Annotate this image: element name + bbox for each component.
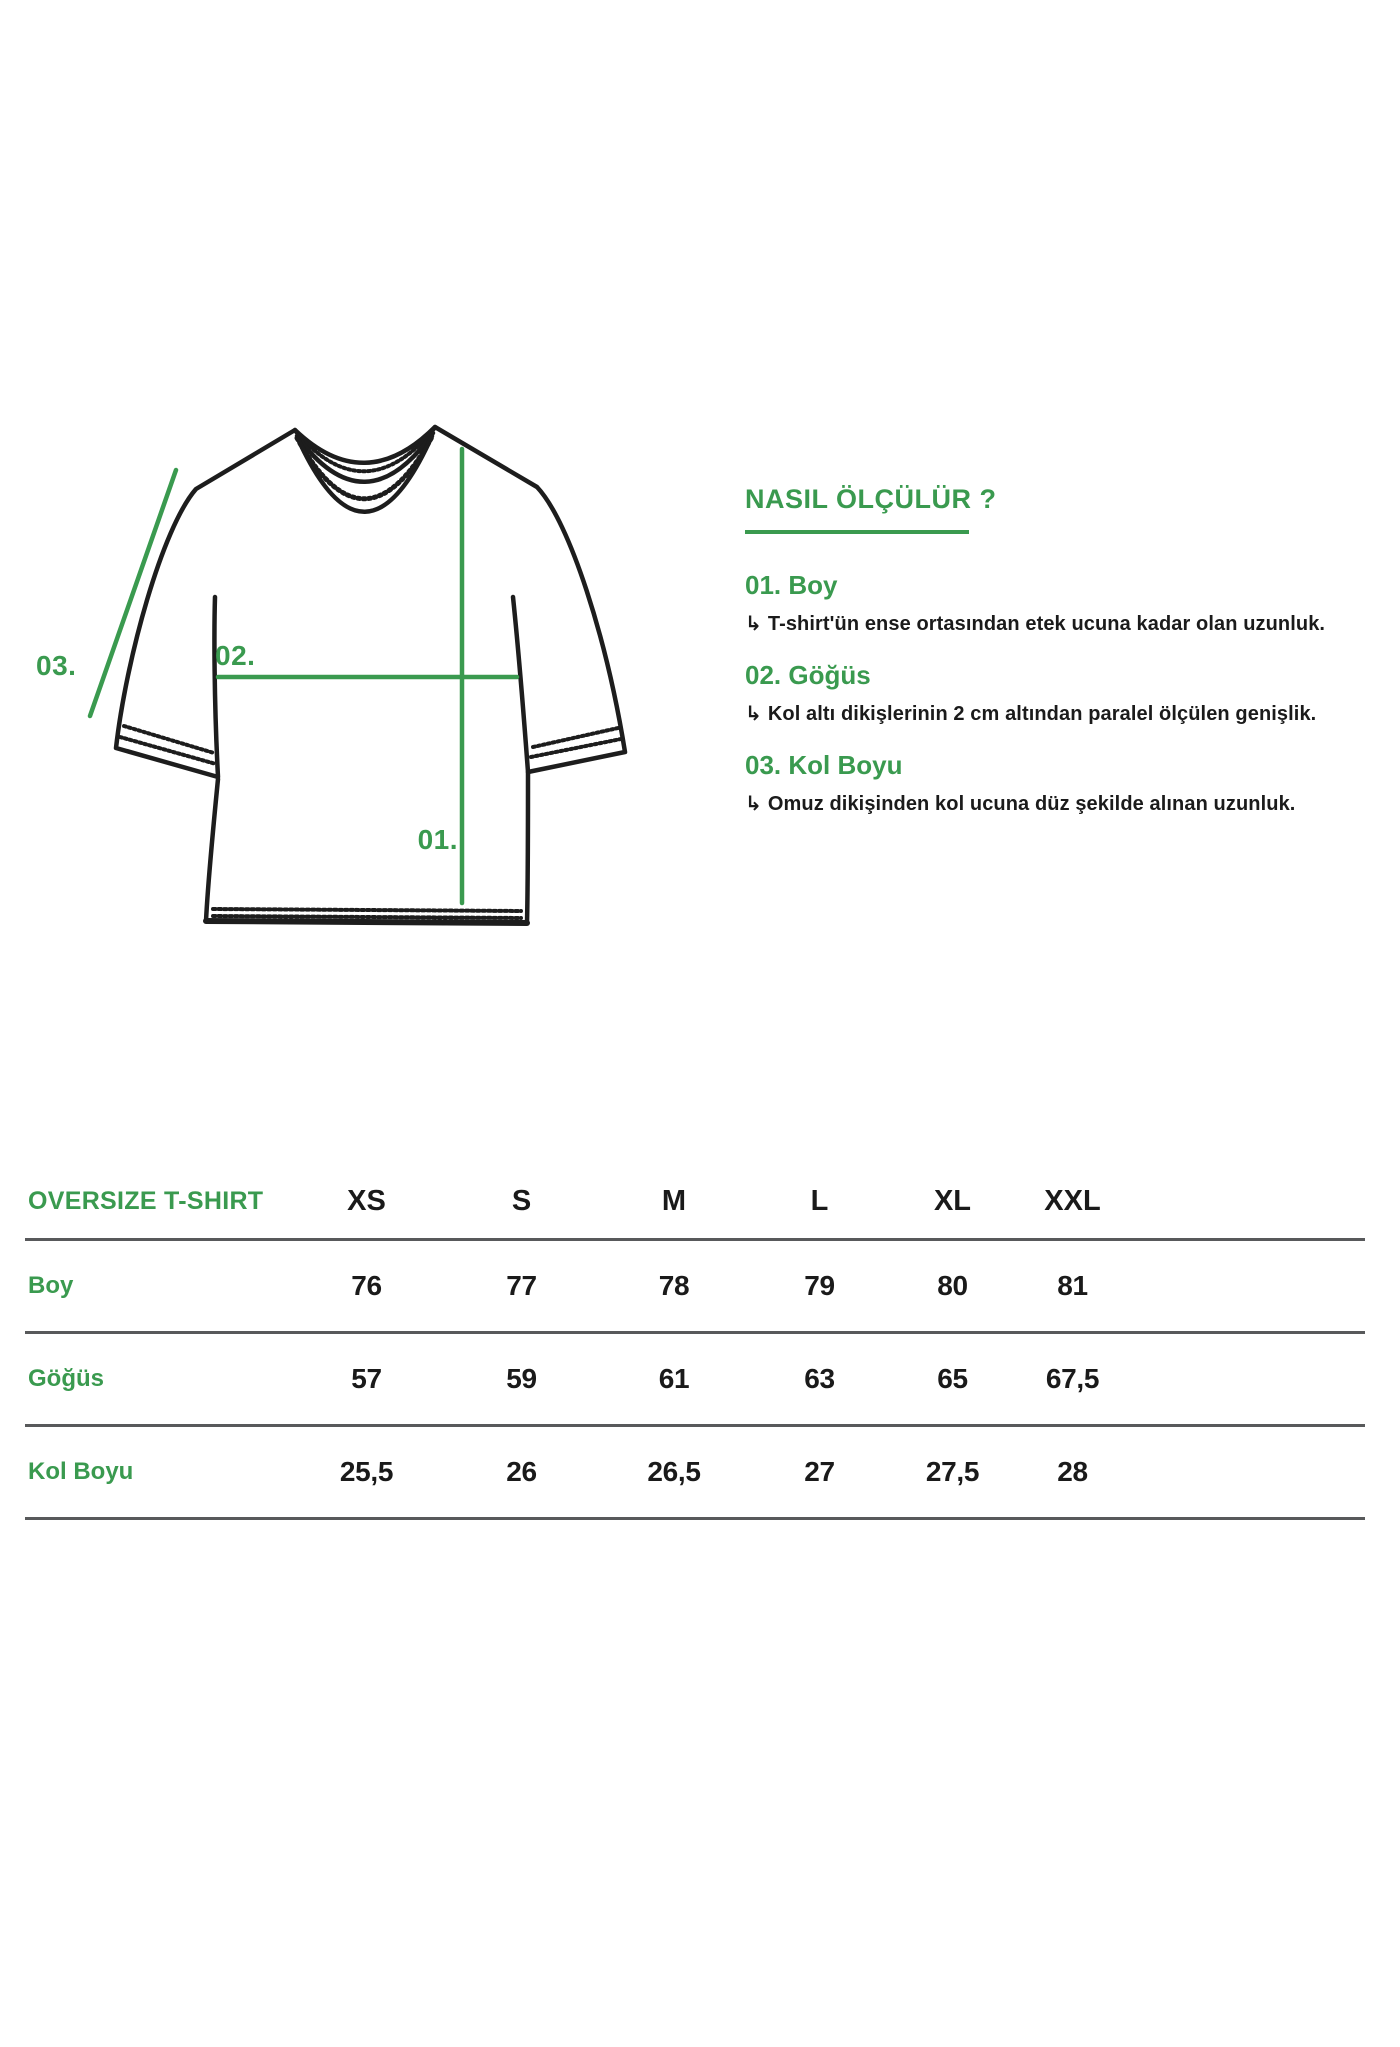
size-col-m: M [661, 1185, 687, 1217]
measure-item-description: Kol altı dikişlerinin 2 cm altından paralel ölçülen genişlik. [767, 703, 1317, 725]
return-arrow-icon: ↳ [745, 613, 762, 635]
tshirt-bottom-hem-stitch [213, 909, 521, 911]
tshirt-left-body-edge [206, 779, 218, 921]
size-table-header-row [25, 1165, 1365, 1241]
product-label: OVERSIZE T-SHIRT [28, 1187, 264, 1215]
title-underline [745, 530, 969, 534]
how-to-measure-section [745, 484, 1345, 840]
tshirt-measurement-diagram [40, 395, 680, 965]
diagram-label-boy: 01. [417, 824, 458, 855]
tshirt-left-sleeve-outline [116, 430, 295, 777]
value-boy-xxl: 81 [1057, 1270, 1088, 1301]
diagram-label-gogus: 02. [215, 640, 256, 671]
size-col-l: L [810, 1185, 829, 1217]
measure-item-number-label: 02. Göğüs [745, 660, 871, 690]
tshirt-right-body-edge [527, 772, 528, 923]
return-arrow-icon: ↳ [745, 793, 762, 815]
measure-item-number-label: 03. Kol Boyu [745, 750, 903, 780]
measure-item-description: Omuz dikişinden kol ucuna düz şekilde alınan uzunluk. [767, 793, 1296, 815]
value-boy-l: 79 [804, 1270, 835, 1301]
value-kol-m: 26,5 [647, 1456, 701, 1487]
size-col-s: S [511, 1185, 532, 1217]
value-gogus-l: 63 [804, 1363, 835, 1394]
value-kol-xxl: 28 [1057, 1456, 1088, 1487]
measurement-line-03-kol-boyu [90, 470, 176, 716]
tshirt-bottom-edge [206, 921, 527, 923]
how-to-measure-title: NASIL ÖLÇÜLÜR ? [745, 484, 997, 514]
table-row-boy [25, 1241, 1365, 1334]
value-kol-s: 26 [506, 1456, 537, 1487]
table-row-gogus [25, 1334, 1365, 1427]
value-gogus-xxl: 67,5 [1045, 1363, 1100, 1394]
value-kol-xl: 27,5 [925, 1456, 980, 1487]
value-boy-xs: 76 [351, 1270, 382, 1301]
size-col-xl: XL [933, 1185, 972, 1217]
return-arrow-icon: ↳ [745, 703, 762, 725]
value-boy-m: 78 [658, 1270, 690, 1301]
diagram-label-kol-boyu: 03. [36, 650, 77, 681]
size-col-xxl: XXL [1044, 1185, 1101, 1217]
measure-item-number-label: 01. Boy [745, 570, 838, 600]
value-gogus-m: 61 [658, 1363, 690, 1394]
row-label: Kol Boyu [28, 1458, 134, 1485]
measure-item-boy [745, 570, 1345, 636]
size-table [25, 1165, 1365, 1520]
value-gogus-xl: 65 [937, 1363, 968, 1394]
value-gogus-s: 59 [506, 1363, 537, 1394]
row-label: Göğüs [28, 1365, 104, 1392]
measure-item-description: T-shirt'ün ense ortasından etek ucuna kadar olan uzunluk. [767, 613, 1326, 635]
value-boy-s: 77 [506, 1270, 537, 1301]
measure-item-kol-boyu [745, 750, 1345, 816]
row-label: Boy [28, 1272, 74, 1299]
tshirt-bottom-hem-stitch-2 [213, 916, 521, 918]
table-row-kol-boyu [25, 1427, 1365, 1520]
size-col-xs: XS [347, 1185, 386, 1217]
measure-item-gogus [745, 660, 1345, 726]
value-kol-l: 27 [804, 1456, 835, 1487]
value-boy-xl: 80 [937, 1270, 968, 1301]
value-gogus-xs: 57 [351, 1363, 382, 1394]
value-kol-xs: 25,5 [339, 1456, 394, 1487]
